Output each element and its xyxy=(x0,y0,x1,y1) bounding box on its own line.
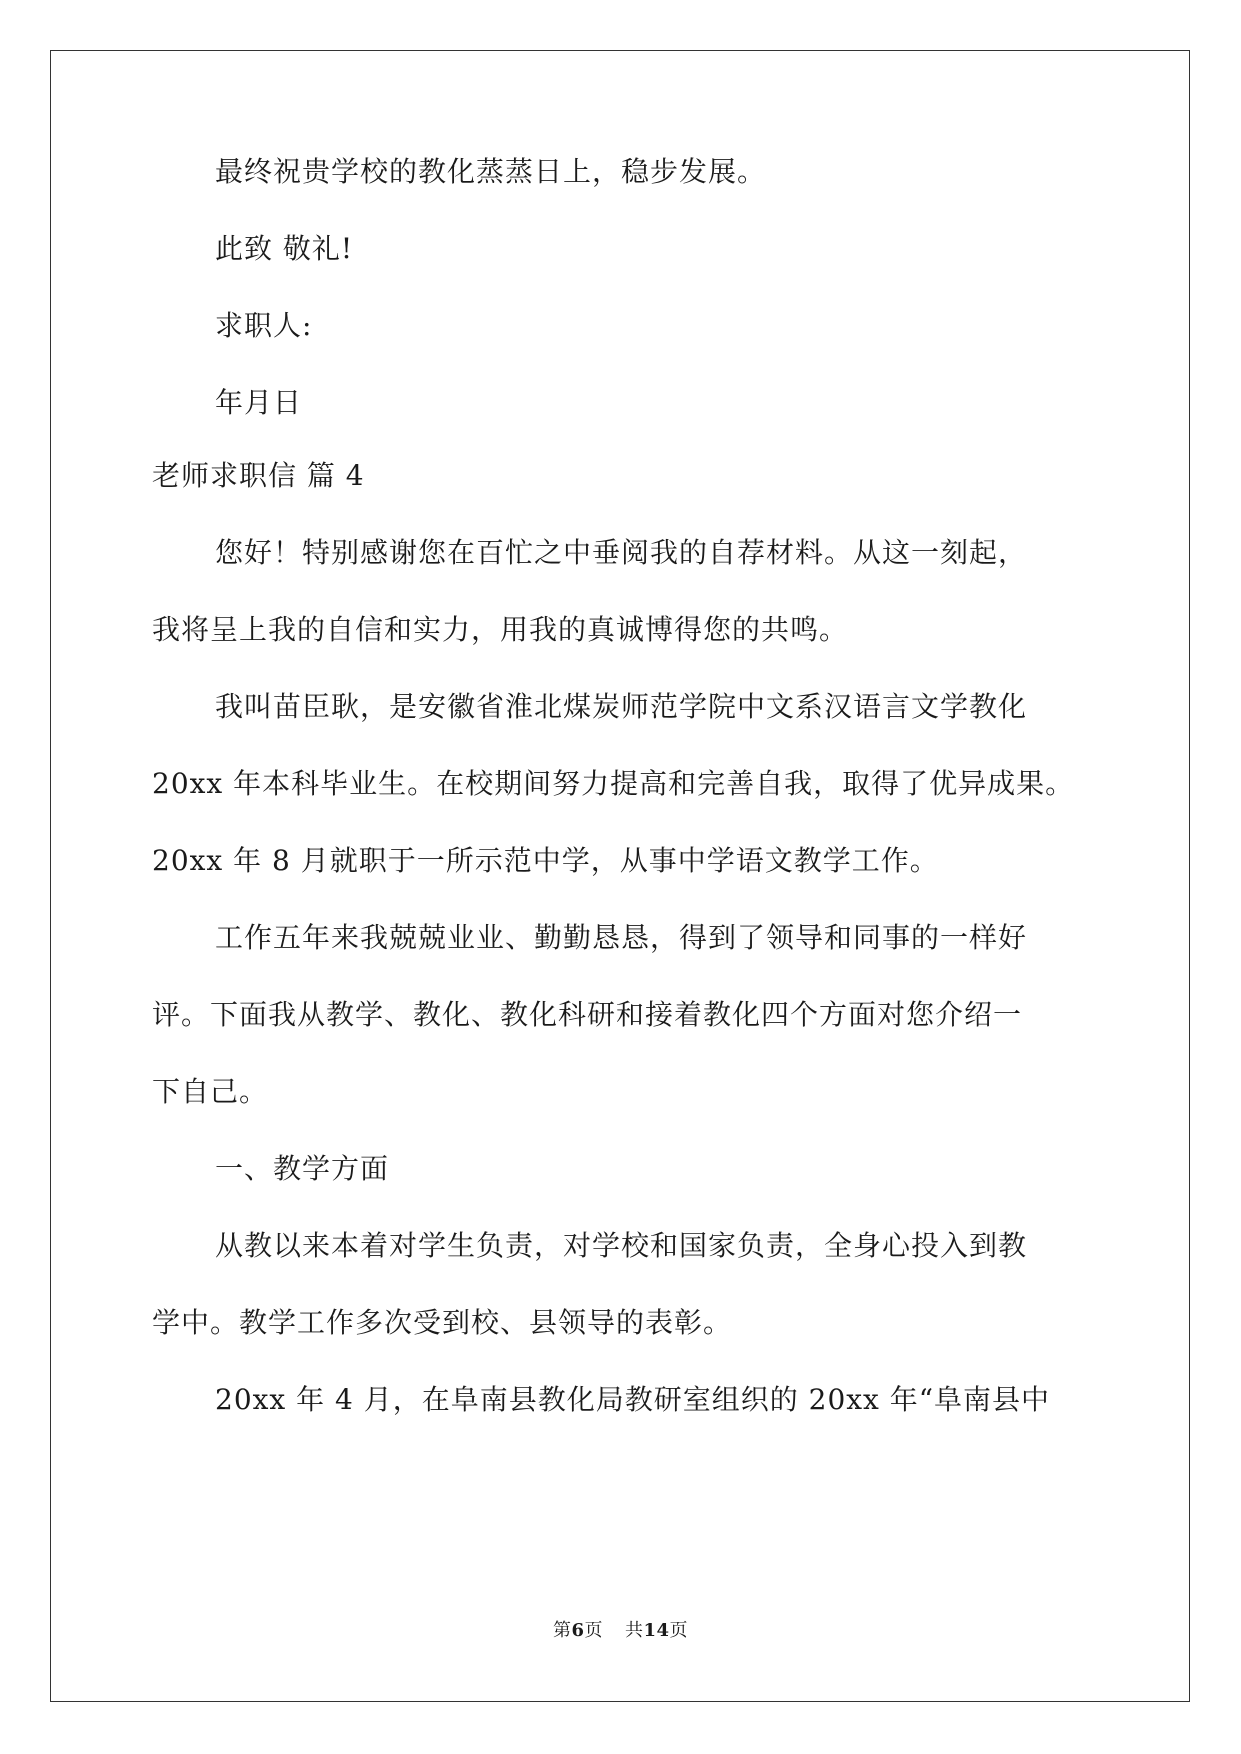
applicant-label-line: 求职人: xyxy=(215,309,313,342)
work-line-1: 工作五年来我兢兢业业、勤勤恳恳，得到了领导和同事的一样好 xyxy=(215,921,1028,954)
work-line-2: 评。下面我从教学、教化、教化科研和接着教化四个方面对您介绍一 xyxy=(152,998,1023,1031)
teaching-line-1: 从教以来本着对学生负责，对学校和国家负责，全身心投入到教 xyxy=(215,1229,1028,1262)
total-suffix: 页 xyxy=(669,1620,689,1641)
salutation-line: 此致 敬礼! xyxy=(215,232,354,265)
page-total: 14 xyxy=(643,1620,670,1641)
intro-line-3: 20xx 年 8 月就职于一所示范中学，从事中学语文教学工作。 xyxy=(152,844,939,877)
award-line-1: 20xx 年 4 月，在阜南县教化局教研室组织的 20xx 年“阜南县中 xyxy=(215,1383,1051,1416)
section-heading-line: 老师求职信 篇 4 xyxy=(152,459,365,492)
closing-wish-line: 最终祝贵学校的教化蒸蒸日上，稳步发展。 xyxy=(215,155,767,188)
teaching-heading-line: 一、教学方面 xyxy=(215,1152,390,1185)
page-current: 6 xyxy=(571,1620,585,1641)
date-label-line: 年月日 xyxy=(215,386,303,419)
page-prefix: 第 xyxy=(552,1620,572,1641)
greeting-line-2: 我将呈上我的自信和实力，用我的真诚博得您的共鸣。 xyxy=(152,613,849,646)
page-footer xyxy=(0,1619,1241,1643)
greeting-line-1: 您好！特别感谢您在百忙之中垂阅我的自荐材料。从这一刻起， xyxy=(215,536,1028,569)
page-suffix: 页 xyxy=(584,1620,603,1641)
teaching-line-2: 学中。教学工作多次受到校、县领导的表彰。 xyxy=(152,1306,733,1339)
work-line-3: 下自己。 xyxy=(152,1075,269,1108)
intro-line-2: 20xx 年本科毕业生。在校期间努力提高和完善自我，取得了优异成果。 xyxy=(152,767,1075,800)
total-prefix: 共 xyxy=(624,1620,644,1641)
intro-line-1: 我叫苗臣耿，是安徽省淮北煤炭师范学院中文系汉语言文学教化 xyxy=(215,690,1028,723)
